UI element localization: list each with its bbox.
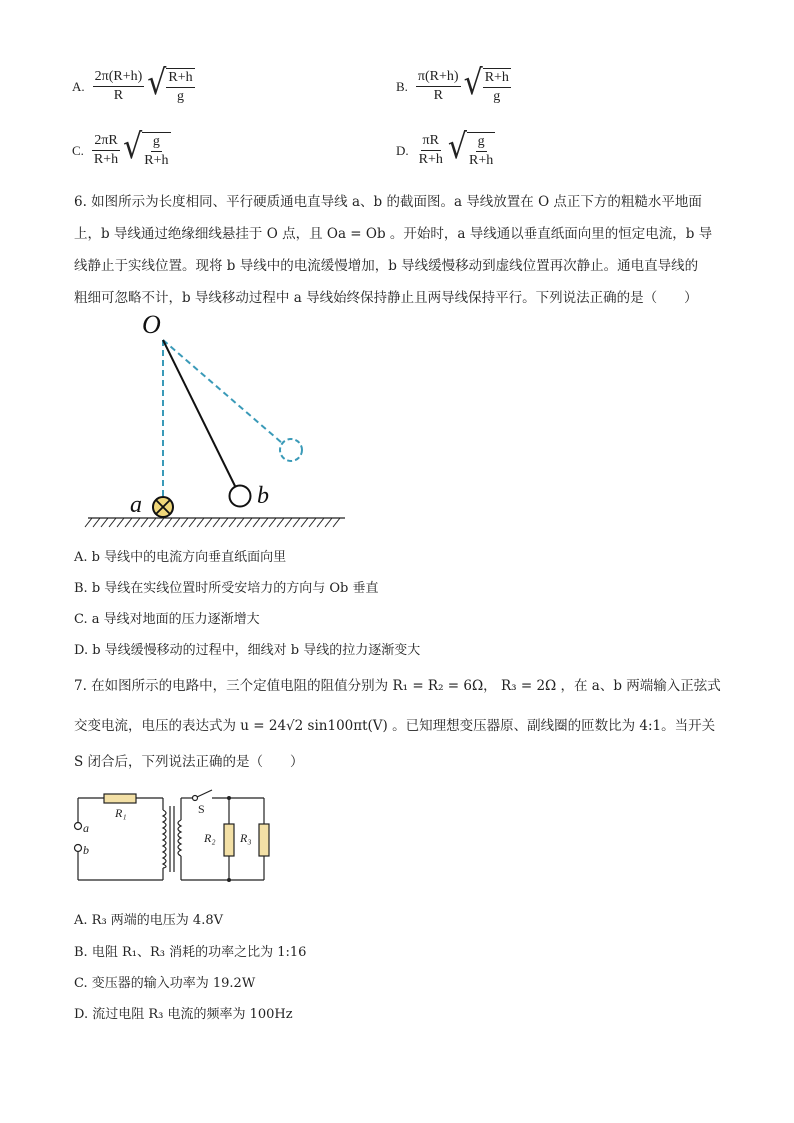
resistor-r1 (104, 794, 136, 803)
q6-choice-a[interactable]: A. b 导线中的电流方向垂直纸面向里 (74, 550, 287, 565)
hatch-mark (157, 518, 164, 527)
hatch-mark (237, 518, 244, 527)
q6-choice-d[interactable]: D. b 导线缓慢移动的过程中，细线对 b 导线的拉力逐渐变大 (74, 643, 421, 658)
dashed-line-ob-final (163, 340, 282, 443)
hatch-mark (277, 518, 284, 527)
option-c-fraction: $\frac{2\pi R}{R+h}$ (93, 133, 119, 168)
label-r2: R₂ (204, 831, 216, 845)
hatch-mark (93, 518, 100, 527)
q6-choice-b[interactable]: B. b 导线在实线位置时所受安培力的方向与 Ob 垂直 (74, 581, 379, 596)
switch-s (197, 790, 212, 797)
label-terminal-a: a (83, 821, 89, 835)
hatch-mark (101, 518, 108, 527)
label-a: a (130, 492, 142, 518)
hatch-mark (189, 518, 196, 527)
hatch-mark (109, 518, 116, 527)
hatch-mark (117, 518, 124, 527)
hatch-mark (317, 518, 324, 527)
hatch-mark (325, 518, 332, 527)
wire-b (230, 486, 251, 507)
q7-choice-a[interactable]: A. R₃ 两端的电压为 4.8V (74, 913, 223, 928)
q6-line-3: 线静止于实线位置。现将 b 导线中的电流缓慢增加，b 导线缓慢移动到虚线位置再次静止。通电直导线的 (74, 258, 699, 274)
option-d-radical: √ $\frac{g}{R+h}$ (447, 126, 494, 169)
hatch-mark (301, 518, 308, 527)
hatch-mark (181, 518, 188, 527)
primary-coil (163, 810, 166, 868)
label-r3: R₃ (240, 831, 252, 845)
option-b-radical: √ $\frac{R+h}{g}$ (463, 62, 509, 105)
hatch-mark (221, 518, 228, 527)
hatch-mark (245, 518, 252, 527)
switch-pivot (193, 796, 198, 801)
option-c-radical: √ $\frac{g}{R+h}$ (123, 126, 169, 169)
label-terminal-b: b (83, 843, 89, 857)
q7-line-2: 交变电流，电压的表达式为 u = 24√2 sin100πt(V) 。已知理想变压器原、副线圈的匝数比为 4:1。当开关 (74, 718, 716, 734)
hatch-mark (309, 518, 316, 527)
hatch-mark (269, 518, 276, 527)
label-s: S (198, 802, 205, 816)
hatch-mark (173, 518, 180, 527)
q6-choice-c[interactable]: C. a 导线对地面的压力逐渐增大 (74, 612, 260, 627)
secondary-coil (178, 820, 181, 856)
option-a-letter: A. (72, 78, 85, 94)
option-b-fraction: $\frac{\pi(R+h)}{R}$ (417, 69, 459, 104)
resistor-r2 (224, 824, 234, 856)
hatch-mark (333, 518, 340, 527)
hatch-mark (133, 518, 140, 527)
hatch-mark (253, 518, 260, 527)
q6-line-2: 上，b 导线通过绝缘细线悬挂于 O 点，且 Oa = Ob 。开始时，a 导线通以垂直纸面向里的恒定电流，b 导 (74, 226, 713, 242)
option-d-fraction: $\frac{\pi R}{R+h}$ (418, 133, 443, 168)
dashed-b-position (280, 439, 302, 461)
label-b: b (257, 483, 269, 509)
option-a-radical: √ $\frac{R+h}{g}$ (147, 62, 193, 105)
q7-choice-d[interactable]: D. 流过电阻 R₃ 电流的频率为 100Hz (74, 1007, 293, 1022)
hatch-mark (229, 518, 236, 527)
option-a-fraction: $\frac{2\pi(R+h)}{R}$ (94, 69, 143, 104)
hatch-mark (293, 518, 300, 527)
hatch-mark (165, 518, 172, 527)
option-b-letter: B. (396, 78, 408, 94)
q6-line-1: 6. 如图所示为长度相同、平行硬质通电直导线 a、b 的截面图。a 导线放置在 O 点正下方的粗糙水平地面 (74, 194, 702, 210)
hatch-mark (125, 518, 132, 527)
terminal-b (75, 845, 82, 852)
resistor-r3 (259, 824, 269, 856)
hatch-mark (213, 518, 220, 527)
wire-a (153, 497, 173, 517)
thread-ob (163, 340, 235, 486)
hatch-mark (85, 518, 92, 527)
option-d-letter: D. (396, 142, 409, 158)
terminal-a (75, 823, 82, 830)
hatch-mark (261, 518, 268, 527)
hatch-mark (205, 518, 212, 527)
label-o: O (142, 310, 161, 339)
q7-choice-c[interactable]: C. 变压器的输入功率为 19.2W (74, 976, 256, 991)
ground-hatch (85, 518, 340, 527)
hatch-mark (141, 518, 148, 527)
q7-line-3: S 闭合后，下列说法正确的是（ ） (74, 754, 304, 770)
label-r1: R₁ (115, 806, 127, 820)
option-c-letter: C. (72, 142, 84, 158)
q6-line-4: 粗细可忽略不计，b 导线移动过程中 a 导线始终保持静止且两导线保持平行。下列说法正确的是（ ） (74, 290, 698, 306)
hatch-mark (285, 518, 292, 527)
hatch-mark (149, 518, 156, 527)
hatch-mark (197, 518, 204, 527)
q7-choice-b[interactable]: B. 电阻 R₁、R₃ 消耗的功率之比为 1:16 (74, 945, 307, 960)
q7-line-1: 7. 在如图所示的电路中，三个定值电阻的阻值分别为 R₁ = R₂ = 6Ω， R₃ = 2Ω ，在 a、b 两端输入正弦式 (74, 678, 721, 694)
